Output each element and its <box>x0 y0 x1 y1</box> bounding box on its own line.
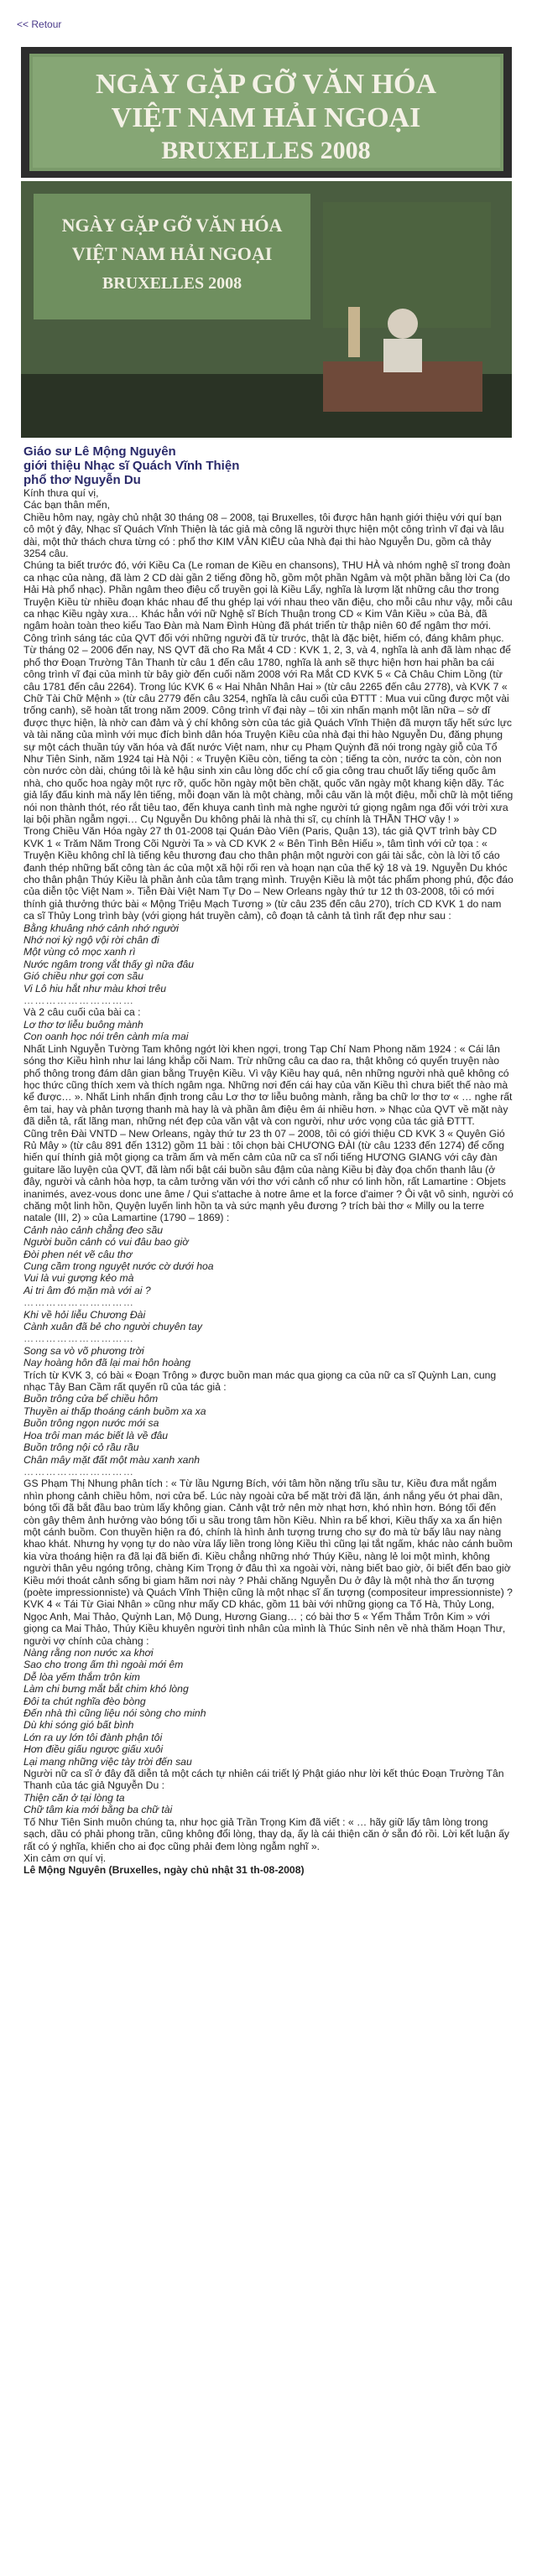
verse-line: Ai tri âm đó mặn mà với ai ? <box>23 1284 151 1296</box>
verse-line: Khi về hỏi liễu Chương Đài <box>23 1308 146 1321</box>
verse-line: Chữ tâm kia mới bằng ba chữ tài <box>23 1804 173 1816</box>
verse-line: Cảnh nào cảnh chẳng đeo sầu <box>23 1223 164 1236</box>
verse-line: Cành xuân đã bẻ cho người chuyên tay <box>23 1321 202 1333</box>
paragraph: Người nữ ca sĩ ở đây đã diễn tả một cách tự nhiên cái triết lý Phật giáo như lời kết thúc Đoạn Trường Tân Thanh của tác giả Nguyễn Du : <box>23 1768 504 1792</box>
verse-line: Buồn trông nội cỏ rầu rầu <box>23 1441 139 1454</box>
greeting: Kính thưa quí vị, <box>23 487 99 499</box>
verse-line: Thiện căn ở tại lòng ta <box>23 1791 125 1804</box>
verse-line: Thuyền ai thấp thoáng cánh buồm xa xa <box>23 1405 206 1417</box>
paragraph: Chiều hôm nay, ngày chủ nhật 30 tháng 08 – 2008, tại Bruxelles, tôi được hân hạnh giới thiệu với quí bạn cô một ý đây, Nhạc sĩ Quách Vĩnh Thiện là tác giả mà công lã người thực hiện một công trình vĩ đại và lâu dài, một thử thách chưa từng có : phổ thơ KIM VÂN KIỀU của Nhà đại thi hào Nguyễn Du, gồm cả thảy 3254 câu. <box>23 511 504 560</box>
ellipsis-divider: ………………………… <box>23 1465 134 1478</box>
verse-line: Lơ thơ tơ liễu buông mành <box>23 1018 143 1031</box>
article <box>23 444 514 1877</box>
paragraph: Trích từ KVK 3, có bài « Đoạn Trông » được buồn man mác qua giọng ca của nữ ca sĩ Quỳnh Lan, cung nhạc Tây Ban Cầm rất quyến rũ của tác giả : <box>23 1368 497 1394</box>
verse-line: Dễ lòa yếm thắm trôn kim <box>23 1670 140 1683</box>
signature: Lê Mộng Nguyên (Bruxelles, ngày chủ nhật 31 th-08-2008) <box>23 1864 305 1877</box>
verse-line: Bằng khuâng nhớ cảnh nhớ người <box>23 922 180 934</box>
banner-line-2: VIỆT NAM HẢI NGOẠI <box>111 102 421 133</box>
stage-banner-line-1: NGÀY GẶP GỠ VĂN HÓA <box>61 215 283 236</box>
verse-line: Đến nhà thì cũng liệu nói sòng cho minh <box>23 1707 206 1720</box>
ellipsis-divider: ………………………… <box>23 1332 134 1345</box>
banner-line-1: NGÀY GẶP GỠ VĂN HÓA <box>95 69 437 100</box>
verse-line: Sao cho trong ấm thì ngoài mới êm <box>23 1659 184 1671</box>
verse-line: Làm chi bưng mắt bắt chim khó lòng <box>23 1683 189 1696</box>
paragraph: Trong Chiều Văn Hóa ngày 27 th 01-2008 tại Quán Đào Viên (Paris, Quận 13), tác giả QVT trình bày CD KVK 1 « Trăm Năm Trong Cõi Người Ta » và CD KVK 2 « Bên Tình Bên Hiếu », tâm tình với cử tọa : « Truyện Kiều không chỉ là tiếng kêu thương đau cho thân phận một người con gái tài sắc, còn là lời tố cáo đanh thép những bất công tàn ác của một xã hội rối ren và hoạn nạn của thế kỷ 18 và 19. Nguyễn Du khóc cho thân phận Thúy Kiều là phần ảnh của tâm trạng mình. Truyện Kiều là một tác phẩm phong phú, độc đáo của diễn tộc Việt Nam ». Tiễn Đài Việt Nam Tự Do – New Orleans ngày thứ tư 12 th 03-2008, tôi có mới thính giả thưởng thức bài « Mộng Triệu Mạch Tương » (từ câu 235 đến câu 270), trích CD KVK 1 do nam ca sĩ Thủy Long trình bày (với giọng hát truyền cảm), cô đoạn tả cảnh tả tình rất đẹp như sau : <box>23 825 514 922</box>
verse-line: Nàng rằng non nước xa khơi <box>23 1647 154 1659</box>
ellipsis-divider: ………………………… <box>23 995 134 1007</box>
paragraph: Tố Như Tiên Sinh muôn chúng ta, như học giả Trần Trọng Kim đã viết : « … hãy giữ lấy tâm lòng trong sạch, dầu có phải phong trần, cũng không đổi lòng, thay dạ, ấy là cái thiện căn ở sẵn đó rồi. Lời kết luận ấy rất có ý nghĩa, khiến cho ai đọc cũng phải đem lòng ngẫm nghĩ ». <box>23 1815 510 1852</box>
verse-line: Người buồn cảnh có vui đâu bao giờ <box>23 1236 189 1249</box>
paragraph: Chúng ta biết trước đó, với Kiều Ca (Le roman de Kiều en chansons), THU HÀ và nhóm nghệ sĩ trong đoàn ca nhạc của nàng, đã làm 2 CD dài gần 2 tiếng đồng hồ, gồm một phần Ngâm và một phần bằng lời Ca (do Hải Hà phổ nhạc). Phần ngâm theo điệu cổ truyền gọi là Kiều Lẩy, nghĩa là lượm lặt những câu thơ trong Truyện Kiều từ nhiều đoạn khác nhau để thu ghép lại với nhau theo văn điệu, cho mỗi câu như vậy, mỗi câu ca nhạc Kiều ngày xưa… Khác hẳn với nữ Nghệ sĩ Bích Thuận trong CD « Kim Vân Kiều » của Bà, đã ngâm hoàn toàn theo kiểu Tao Đàn mà Nam Đình Hùng đã phát triển từ thập niên 60 để ngâm thơ mới. Công trình sáng tác của QVT đối với những người đã từ trước, thật là đặc biệt, hiếm có, đáng khâm phục. <box>23 559 513 644</box>
verse-line: Một vùng cỏ mọc xanh rì <box>23 946 136 958</box>
paragraph: KVK 4 « Tái Từ Giai Nhân » cũng như mấy CD khác, gồm 11 bài với những giọng ca Tố Hà, Thủy Long, Ngọc Anh, Mai Thảo, Quỳnh Lan, Mộ Dung, Hương Giang… ; có bài thơ 5 « Yểm Thắm Trôn Kim » với giọng ca Mai Thảo, Thúy Kiều khuyên người tình nhân của mình là Thúc Sinh nên về nhà thăm Hoạn Thư, người vợ chính của chàng : <box>23 1598 506 1647</box>
verse-line: Dù khi sóng gió bất bình <box>23 1719 134 1732</box>
paragraph: GS Phạm Thị Nhung phân tích : « Từ lầu Ngưng Bích, với tâm hồn nặng trĩu sầu tư, Kiều đưa mắt ngắm nhìn phong cảnh chiều hôm, nơi cửa bể. Lúc này ngoài cửa bể mặt trời đã lặn, ánh nắng yếu ớt phai dần, bóng tối đã bắt đầu bao trùm lấy không gian. Cảnh vật trở nên mờ nhạt hơn, khó nhìn hơn. Bóng tối đến còn gây thêm ảnh hưởng vào bóng tối u sầu trong tâm hồn Kiều. Nhìn ra bể khơi, Kiều thấy xa xa ẩn hiện một cánh buồm. Con thuyền hiện ra đó, chính là hình ảnh tượng trưng cho sự đo mà từ bấy lâu nay nàng khao khát. Nhưng hy vọng tự do nào vừa lấy liền trong lòng Kiều thì cũng lại tắt ngấm, khác nào cánh buồm kia vừa thoáng hiện ra đã lại đã biến đi. Kiều chẳng những nhớ Thúy Kiều, nàng lẻ loi một mình, không người thân yêu ngóng trông, chàng Kim Trọng ở đâu thì xa ngoài vời, nàng biết bao giờ, ôi biết đến bao giờ Kiều mới thoát cảnh sống bi giam hãm nơi này ? Phải chăng Nguyễn Du ở đây là một nhà thơ ấn tượng (poète impressionniste) và Quách Vĩnh Thiện cũng là một nhạc sĩ ấn tượng (compositeur impressionniste) ? <box>23 1478 513 1598</box>
stage-photo-graphic <box>21 181 512 438</box>
paragraph: Và 2 câu cuối của bài ca : <box>23 1006 141 1019</box>
stage-banner-line-3: BRUXELLES 2008 <box>102 274 242 293</box>
verse-line: Song sa vò võ phương trời <box>23 1344 144 1357</box>
verse-line: Đòi phen nét vẽ câu thơ <box>23 1248 133 1260</box>
verse-line: Lớn ra uy lớn tôi đành phận tôi <box>23 1731 163 1743</box>
stage-banner-line-2: VIỆT NAM HẢI NGOẠI <box>71 243 273 264</box>
banner-photo <box>21 47 512 178</box>
greeting: Các bạn thân mến, <box>23 499 110 512</box>
verse-line: Đôi ta chút nghĩa đèo bòng <box>23 1695 146 1707</box>
paragraph: Nhất Linh Nguyễn Tường Tam không ngớt lời khen ngợi, trong Tạp Chí Nam Phong năm 1924 : « Cái lân sóng thơ Kiều hình như lai láng khắp cõi Nam. Trừ những câu ca dao ra, thật không có quyển truyện nào phổ thông trong đám dân gian bằng Truyện Kiều. Vì vậy Kiều hay quá, nên những người nhà quê không có học thức cũng thích xem và thích ngâm nga. Những nơi đến cái hay của văn Kiều thì chưa biết thế nào mà kể được… ». Nhất Linh nhấn định trong câu Lơ thơ tơ liễu buông mành, rằng ba chữ lơ thơ tơ « … nghe rất êm tai, hay và phản tượng thanh mà hay là và phần âm điệu êm ái nhiều hơn. » Nhạc của QVT về mặt này đã diễn tả, rất lãng man, những nét đẹp của văn vật và con người, như ước vọng của tác giả ĐTTT. <box>23 1042 513 1128</box>
verse-line: Vi Lô hiu hắt như màu khơi trêu <box>23 982 167 995</box>
banner-line-3: BRUXELLES 2008 <box>161 137 371 164</box>
verse-line: Hoa trôi man mác biết là về đâu <box>23 1429 169 1441</box>
verse-line: Buồn trông ngọn nước mới sa <box>23 1417 159 1430</box>
verse-line: Gió chiều như gợi cơn sầu <box>23 970 144 983</box>
verse-line: Buồn trông cửa bể chiều hôm <box>23 1393 159 1405</box>
stage-photo <box>21 181 512 438</box>
verse-line: Nhớ nơi kỳ ngộ vội rời chân đi <box>23 934 159 947</box>
article-title-line-1: Giáo sư Lê Mộng Nguyên <box>23 444 176 459</box>
banner-photo-graphic <box>21 47 512 178</box>
verse-line: Lại mang những việc tày trời đến sau <box>23 1755 192 1768</box>
verse-line: Chân mây mặt đất một màu xanh xanh <box>23 1453 201 1466</box>
verse-line: Nay hoàng hôn đã lại mai hôn hoàng <box>23 1357 191 1369</box>
verse-line: Cung cầm trong nguyệt nước cờ dưới hoa <box>23 1260 214 1272</box>
closing: Xin cảm ơn quí vị. <box>23 1852 107 1864</box>
article-title-line-2: giới thiệu Nhạc sĩ Quách Vĩnh Thiện <box>23 459 240 473</box>
verse-line: Vui là vui gượng kẻo mà <box>23 1272 134 1285</box>
ellipsis-divider: ………………………… <box>23 1296 134 1309</box>
paragraph: Cũng trên Đài VNTD – New Orleans, ngày thứ tư 23 th 07 – 2008, tôi có giới thiệu CD KVK 3 « Quyên Gió Rủ Mây » (từ câu 891 đến 1312) gồm 11 bài : tôi chọn bài CHƯƠNG ĐÀI (từ câu 1233 đến 1274) để cống hiến quí thính giả một giọng ca trầm ấm và mến cảm của nữ ca sĩ nổi tiếng HƯƠNG GIANG với cây đàn guitare lão luyện của QVT, đã làm nổi bật cái buồn sâu đậm của nàng Kiều bị đày đọa chốn thanh lâu (ở đây, người và cảnh hòa hợp, ta cảm tưởng văn với thơ với cảnh cổ như có linh hồn, rất Lamartine : Objets inanimés, avez-vous donc une âme / Qui s'attache à notre âme et la force d'aimer ? Ôi vật vô sinh, người có chăng một linh hồn, Quyện luyến linh hồn ta và sức mạnh yêu đương ? trích bài thơ « Milly ou la terre natale (III, 2) » của Lamartine (1790 – 1869) : <box>23 1127 514 1224</box>
verse-line: Hơn điều giấu ngược giấu xuôi <box>23 1743 164 1756</box>
verse-line: Nước ngâm trong vắt thấy gì nữa đâu <box>23 958 195 970</box>
back-link[interactable]: << Retour <box>17 18 62 30</box>
verse-line: Con oanh học nói trên cành mía mai <box>23 1031 189 1043</box>
article-title-line-3: phổ thơ Nguyễn Du <box>23 473 141 487</box>
paragraph: Từ tháng 02 – 2006 đến nay, NS QVT đã cho Ra Mắt 4 CD : KVK 1, 2, 3, và 4, nghĩa là anh đã làm nhạc để phổ thơ Đoạn Trường Tân Thanh từ câu 1 đến câu 1780, nghĩa là anh sẽ thực hiện hơn hai phần ba cái công trình vĩ đại của mình từ bây giờ đến cuối năm 2008 với Ra Mắt CD KVK 5 « Cả Châu Chim Lồng (từ câu 1781 đến câu 2264). Trong lúc KVK 6 « Hai Nhân Nhân Hai » (từ câu 2265 đến câu 2778), và KVK 7 « Chữ Tài Chữ Mệnh » (từ câu 2779 đến câu 3254, nghĩa là câu cuối của ĐTTT : Mua vui cũng được một vài trống canh), sẽ hoàn tất trong năm 2009. Công trình vĩ đại này – tôi xin nhấn mạnh một lần nữa – sở dĩ được thực hiện, là nhờ can đảm và ý chí không sờn của tác giả Quách Vĩnh Thiện đã mượn tấy hết sức lực và tài năng của mình với mục đích bình dân hóa Truyện Kiều của nhà đại thi hào Nguyễn Du, đăng phụng sự một cách thuần túy văn hóa và đất nước Việt nam, như cụ Phạm Quỳnh đã nói trong ngày giỗ của Tổ Như Tiên Sinh, năm 1924 tại Hà Nội : « Truyện Kiều còn, tiếng ta còn ; tiếng ta còn, nước ta còn, còn non còn nước còn dài, chúng tôi là kẻ hậu sinh xin câu lòng dốc chí cố gia công trau chuốt lấy tiếng quốc âm nhà, cho quốc hoa ngày một rực rỡ, quốc hồn ngày một bền chặt, quốc văn ngày một khang kiện dãy. Tác giả lấy đấu kinh mà nấy lên tiếng, mỗi đoạn văn là một chàng, mỗi câu văn là một điệu, mỗi chữ là một tiếng nói non thành thót, réo rắt tiêu tao, đến khuya canh tình mà nghe người tứ giọng ngâm nga đối với trời xưa lại bội phần ngẫm ngợi… Cụ Nguyễn Du không phải là nhà thi sĩ, cụ chính là THẦN THƠ vậy ! » <box>23 644 514 825</box>
